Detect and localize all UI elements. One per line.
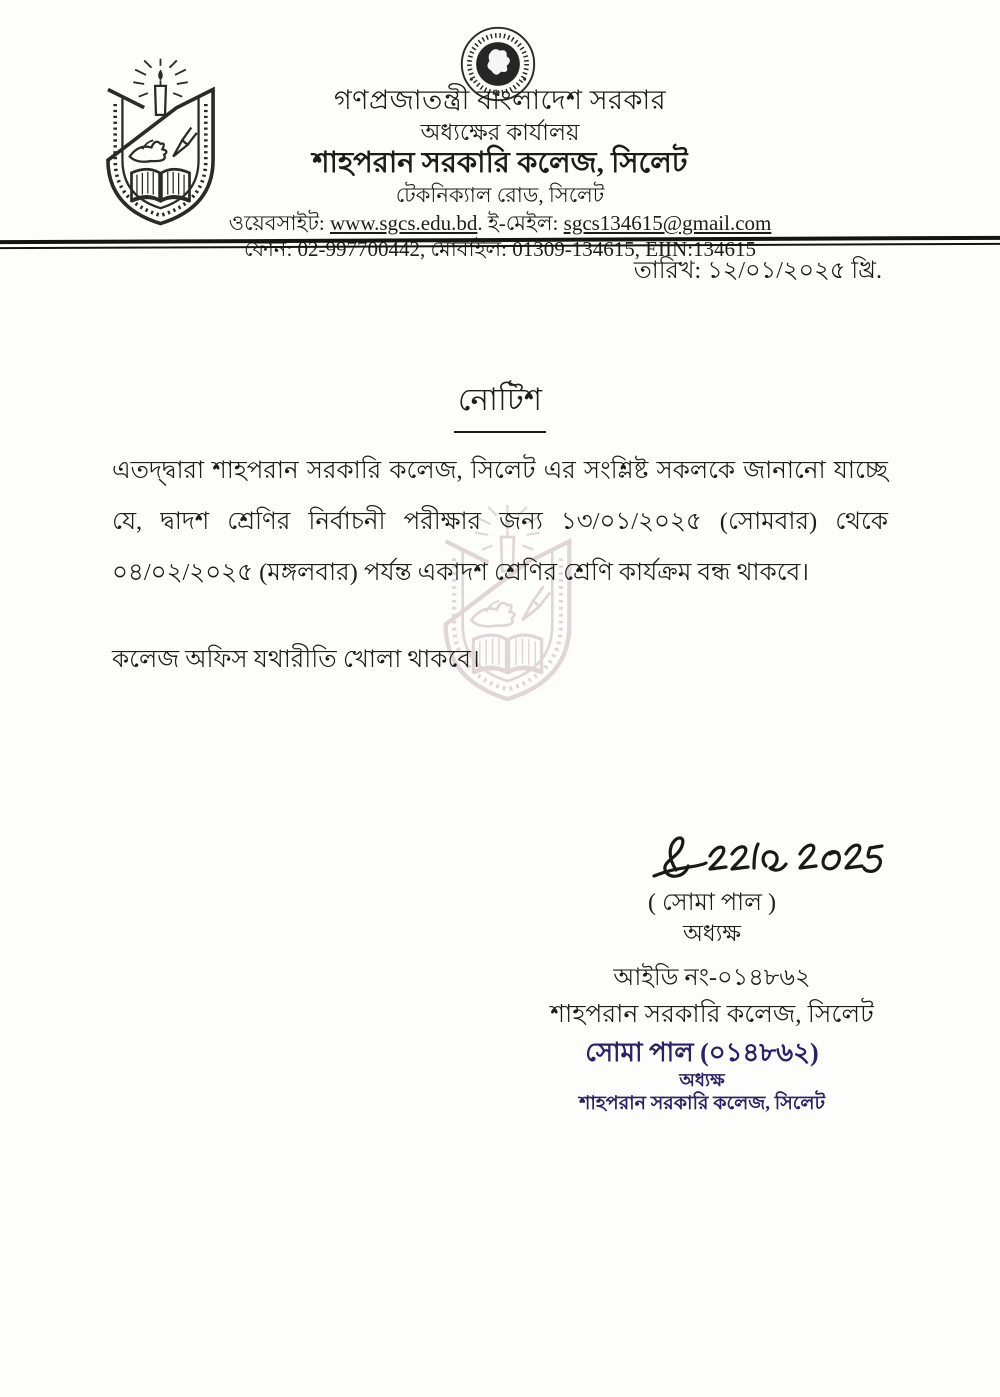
signatory-name: ( সোমা পাল ): [648, 890, 776, 916]
email-address: sgcs134615@gmail.com: [563, 210, 772, 235]
college-name: শাহপরান সরকারি কলেজ, সিলেট: [312, 146, 688, 179]
website-url: www.sgcs.edu.bd: [330, 210, 478, 235]
stamp-name: সোমা পাল (০১৪৮৬২): [585, 1038, 819, 1067]
office-line: অধ্যক্ষের কার্যালয়: [420, 119, 580, 145]
government-line: গণপ্রজাতন্ত্রী বাংলাদেশ সরকার: [333, 85, 667, 115]
signature-block: [532, 888, 892, 1114]
signatory-college: শাহপরান সরকারি কলেজ, সিলেট: [550, 1000, 874, 1028]
stamp-college: শাহপরান সরকারি কলেজ, সিলেট: [579, 1092, 825, 1114]
website-email-line: [0, 212, 1000, 235]
handwritten-signature: [648, 826, 898, 890]
website-label: ওয়েবসাইট:: [228, 210, 330, 235]
letterhead: [0, 86, 1000, 261]
notice-title: নোটিশ: [454, 376, 546, 433]
body-paragraph-1: এতদ্দ্বারা শাহপরান সরকারি কলেজ, সিলেট এর সংশ্লিষ্ট সকলকে জানানো যাচ্ছে যে, দ্বাদশ শ্রেণির নির্বাচনী পরীক্ষার জন্য ১৩/০১/২০২৫ (সোমবার) থেকে ০৪/০২/২০২৫ (মঙ্গলবার) পর্যন্ত একাদশ শ্রেণির শ্রেণি কার্যক্রম বন্ধ থাকবে।: [112, 457, 888, 586]
title-row: [0, 376, 1000, 433]
signatory-designation: অধ্যক্ষ: [682, 921, 742, 946]
phone-eiin-line: ফোন: 02-997700442, মোবাইল: 01309-134615, EIIN:134615: [243, 237, 757, 262]
address-line: টেকনিক্যাল রোড, সিলেট: [395, 182, 605, 207]
stamp-designation: অধ্যক্ষ: [679, 1069, 725, 1090]
notice-body: [112, 446, 888, 686]
signatory-id: আইডি নং-০১৪৮৬২: [613, 964, 811, 991]
email-label: . ই-মেইল:: [477, 210, 564, 235]
office-stamp: [522, 1038, 882, 1114]
body-paragraph-2: কলেজ অফিস যথারীতি খোলা থাকবে।: [112, 645, 480, 673]
notice-date: তারিখ: ১২/০১/২০২৫ খ্রি.: [633, 258, 882, 284]
